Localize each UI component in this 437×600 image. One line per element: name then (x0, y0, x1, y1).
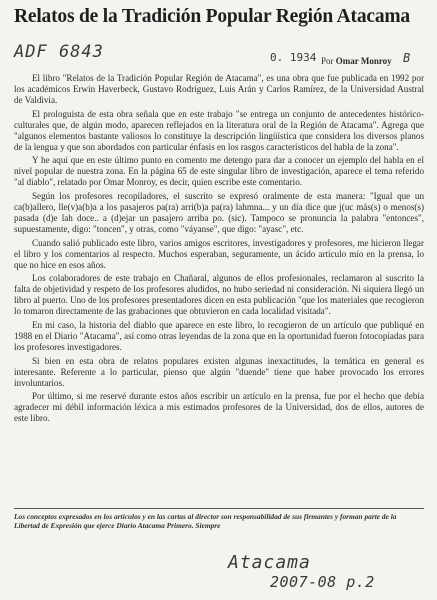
handwritten-mark: B (403, 51, 411, 65)
article-title: Relatos de la Tradición Popular Región Atacama (14, 6, 410, 27)
footnote-divider (14, 508, 424, 509)
article-paragraph: Si bien en esta obra de relatos populares existen algunas inexactitudes, la temática en general es interesante. Referente a lo particular, pienso que algún "duende" tiene que haber provocado los errores involuntarios. (14, 355, 424, 388)
handwritten-source: Atacama (228, 552, 311, 573)
handwritten-date-note: 0. 1934 (270, 51, 317, 64)
article-paragraph: En mi caso, la historia del diablo que aparece en este libro, lo recogieron de un artículo que publiqué en 1988 en el Diario "Atacama", así como otras leyendas de la zona que en la oportunidad fueron fotocopiadas para los profesores investigadores. (14, 319, 424, 353)
article-paragraph: Los colaboradores de este trabajo en Chañaral, algunos de ellos profesionales, reclamaron al suscrito la falta de objetividad y respeto de los profesores aludidos, no hubo seriedad ni consideración. Ni siquiera llegó un libro al puerto. Uno de los profesores presentadores dicen en esta publicación "que los materiales que recogieron lo tomaron directamente de las grabaciones que obtuvieron en cada localidad visitada". (14, 273, 425, 317)
article-paragraph: Según los profesores recopiladores, el suscrito se expresó oralmente de esta manera: "Igual que un ca(b)allero, lle(v)a(b)a a los pasajeros pa(ra) arri(b)a pa(ra) lahmna... y un día dice que j(uc más(s) o menos(s) pasada (d)e lah doce.. a (d)ejar un pasajero arriba po. (sic). Tampoco se pronuncia la palabra "entonces", supuestamente, digo: "toncen", y otras, como "váyanse", que digo: "ayasc", etc. (14, 190, 424, 235)
article-body (14, 73, 424, 427)
article-paragraph: El prologuista de esta obra señala que en este trabajo "se entrega un conjunto de antecedentes histórico-culturales que, de algún modo, aparecen reflejados en la literatura oral de la Región de Atacama". Agrega que "algunos elementos bastante valiosos lo constituye la descripción lingüística que considera los diversos planos de la lengua y que son abordados con particular énfasis en los rasgos característicos del habla de la zona". (14, 108, 424, 152)
article-paragraph: Y he aquí que en este último punto en comento me detengo para dar a conocer un ejemplo del habla en el nivel popular de nuestra zona. En la página 65 de este singular libro de investigación, aparece el tema referido "al diablo", relatado por Omar Monroy, es decir, quien escribe este comentario. (14, 155, 424, 188)
byline-author: Omar Monroy (335, 56, 392, 66)
handwritten-catalog-code: ADF 6843 (14, 42, 104, 62)
disclaimer-footnote: Los conceptos expresados en los artículos y en las cartas al director son responsabilidad de sus firmantes y forman parte de la Libertad de Expresión que ejerce Diario Atacama Primero. Siempre (14, 512, 397, 531)
article-paragraph: El libro "Relatos de la Tradición Popular Región de Atacama", es una obra que fue publicada en 1992 por los académicos Erwin Haverbeck, Gustavo Rodríguez, Luis Arán y Carlos Ramírez, de la Universidad Austral de Valdivia. (14, 73, 424, 106)
byline (321, 56, 392, 66)
handwritten-pub-date: 2007-08 p.2 (270, 573, 375, 591)
byline-prefix: Por (321, 56, 334, 66)
article-paragraph: Cuando salió publicado este libro, varios amigos escritores, investigadores y profesores, me hicieron llegar el libro y los comentarios al respecto. Muchos esperaban, seguramente, un ácido artículo mío en la prensa, lo que no hice en esos años. (14, 237, 424, 270)
article-paragraph: Por último, si me reservé durante estos años escribir un artículo en la prensa, fue por el hecho que debía agradecer mi débil información léxica a mis estimados profesores de la Universidad, dos de ellos, autores de este libro. (14, 391, 424, 424)
